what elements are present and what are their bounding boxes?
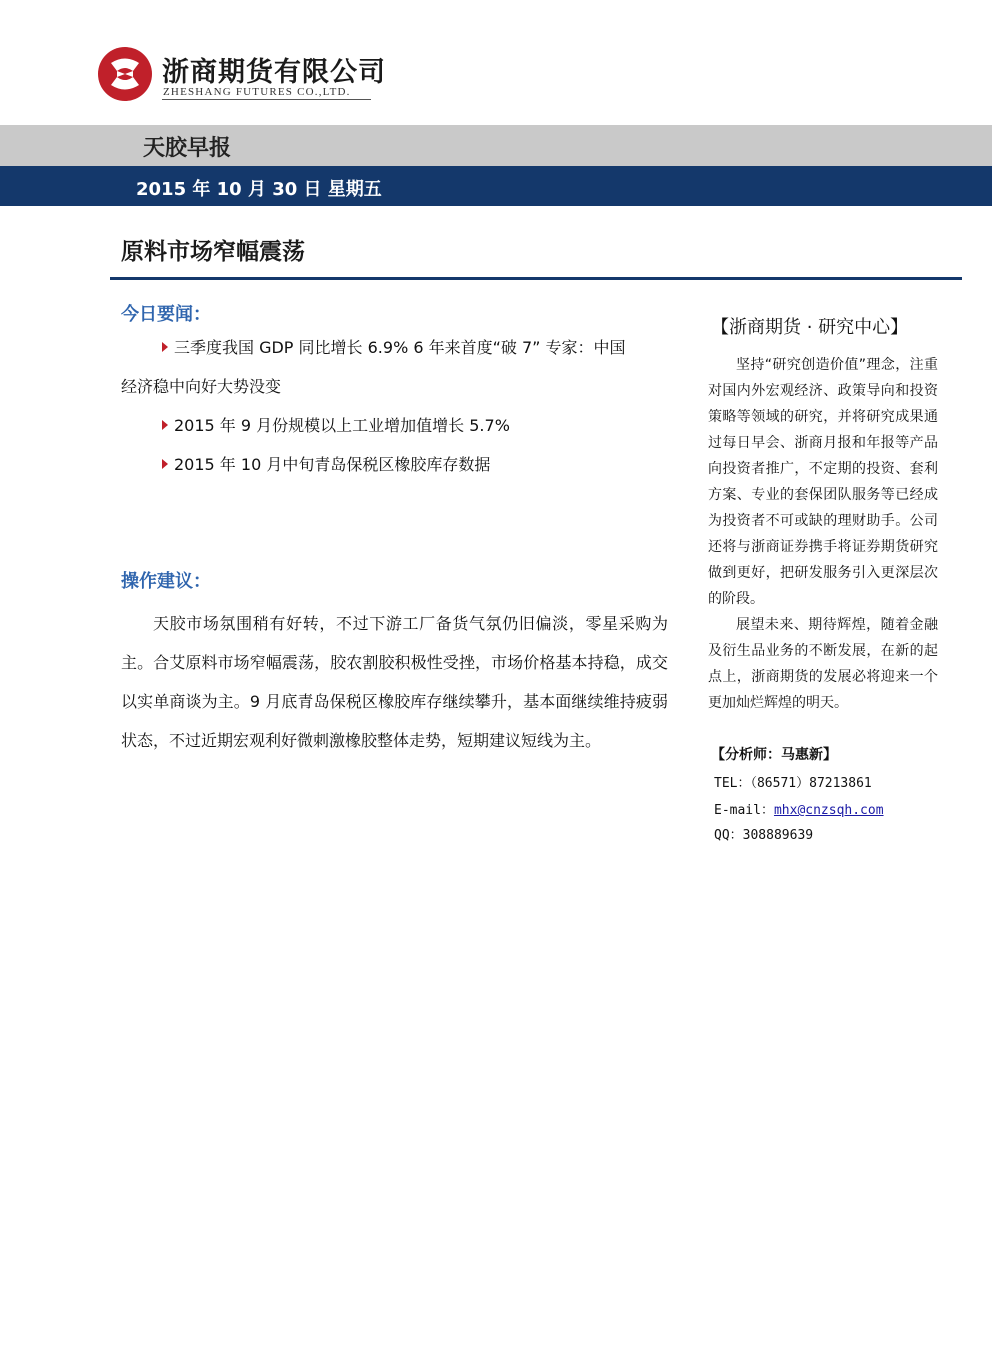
research-center-outlook: 展望未来、期待辉煌，随着金融及衍生品业务的不断发展，在新的起点上，浙商期货的发展必将迎来一个更加灿烂辉煌的明天。 bbox=[708, 617, 938, 711]
news-section-title: 今日要闻： bbox=[121, 304, 211, 325]
news-item: 2015 年 10 月中旬青岛保税区橡胶库存数据 bbox=[162, 452, 490, 475]
research-center-title: 【浙商期货 · 研究中心】 bbox=[711, 317, 909, 338]
page-headline: 原料市场窄幅震荡 bbox=[121, 239, 305, 265]
headline-divider bbox=[110, 277, 962, 280]
research-center-intro: 坚持“研究创造价值”理念，注重对国内外宏观经济、政策导向和投资策略等领域的研究，并将研究成果通过每日早会、浙商月报和年报等产品向投资者推广，不定期的投资、套利方案、专业的套保团队服务等已经成为投资者不可或缺的理财助手。公司还将与浙商证券携手将证券期货研究做到更好，把研发服务引入更深层次的阶段。 bbox=[708, 357, 938, 607]
company-logo-icon bbox=[97, 46, 153, 102]
bullet-triangle-icon bbox=[162, 420, 168, 430]
email-label: E-mail： bbox=[714, 803, 774, 818]
advice-section-title: 操作建议： bbox=[121, 571, 211, 592]
report-type-title: 天胶早报 bbox=[143, 136, 232, 161]
bullet-triangle-icon bbox=[162, 459, 168, 469]
company-name-cn: 浙商期货有限公司 bbox=[162, 57, 386, 88]
analyst-qq: QQ：308889639 bbox=[714, 828, 814, 843]
email-link[interactable]: mhx@cnzsqh.com bbox=[773, 803, 884, 818]
company-name-en: ZHESHANG FUTURES CO.,LTD. bbox=[163, 86, 351, 98]
analyst-name: 【分析师：马惠新】 bbox=[711, 747, 837, 763]
analyst-tel: TEL：（86571）87213861 bbox=[714, 776, 872, 791]
bullet-triangle-icon bbox=[162, 342, 168, 352]
logo-divider bbox=[162, 99, 371, 100]
analyst-email-row bbox=[714, 799, 884, 818]
news-item-continuation: 经济稳中向好大势没变 bbox=[121, 377, 282, 396]
news-item: 三季度我国 GDP 同比增长 6.9% 6 年来首度“破 7” 专家：中国 bbox=[162, 335, 626, 358]
advice-paragraph: 天胶市场氛围稍有好转，不过下游工厂备货气氛仍旧偏淡，零星采购为主。合艾原料市场窄幅震荡，胶农割胶积极性受挫，市场价格基本持稳，成交以实单商谈为主。9 月底青岛保税区橡胶库存继续攀升，基本面继续维持疲弱状态，不过近期宏观利好微刺激橡胶整体走势，短期建议短线为主。 bbox=[121, 614, 668, 750]
report-date: 2015 年 10 月 30 日 星期五 bbox=[136, 179, 382, 200]
news-item: 2015 年 9 月份规模以上工业增加值增长 5.7% bbox=[162, 413, 510, 436]
